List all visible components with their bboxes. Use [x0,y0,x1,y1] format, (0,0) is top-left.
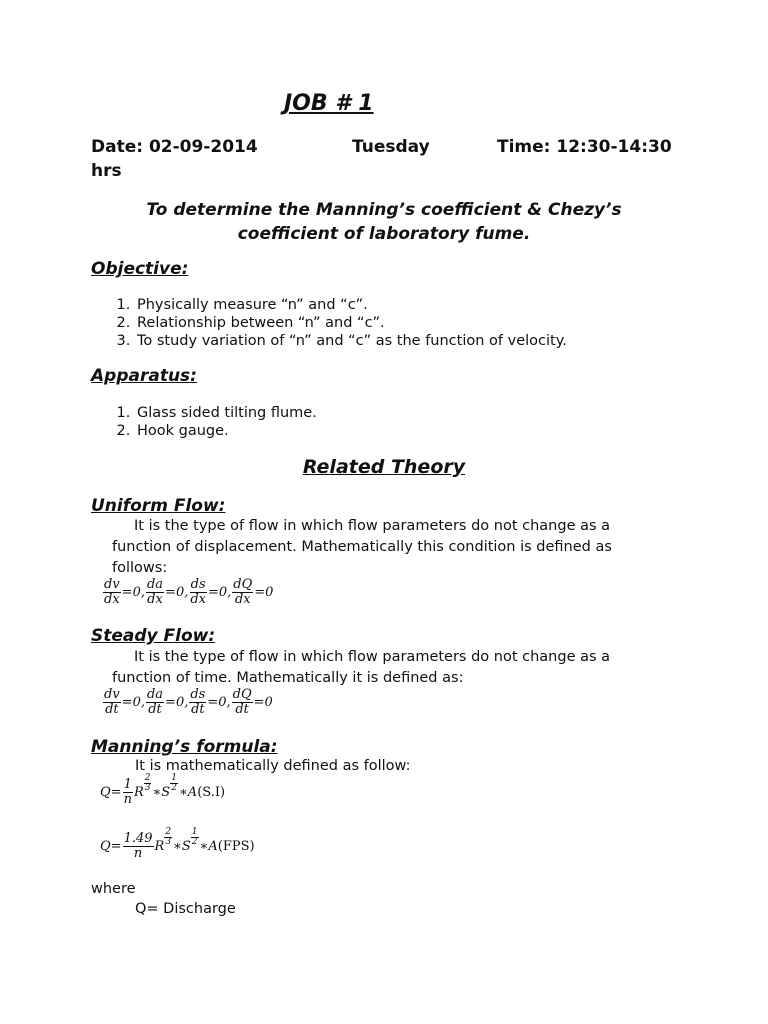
aim-line-1: To determine the Manning’s coefficient & Chezy’s [146,200,622,220]
steady-flow-heading: Steady Flow: [91,626,216,646]
manning-formula-heading: Manning’s formula: [91,737,278,757]
objective-list [108,296,567,350]
time-unit-text: hrs [91,161,122,181]
list-item: 2. Hook gauge. [135,422,317,440]
fraction: $\frac{ds}{dx}$ [190,577,206,607]
list-item: 1. Physically measure “n” and “c”. [135,296,567,314]
paragraph-line: It is the type of flow in which flow parameters do not change as a [134,649,611,665]
fraction: $\frac{dv}{dx}$ [104,577,120,607]
paragraph-line: function of displacement. Mathematically this condition is defined as [112,539,612,555]
fraction: $\frac{dv}{dt}$ [104,687,120,717]
unit-label: (FPS) [217,839,255,854]
fraction: $\frac{1}{n}$ [123,777,132,807]
discharge-definition: Q= Discharge [135,901,236,917]
manning-intro-text: It is mathematically defined as follow: [135,758,411,774]
page-title: JOB # 1 [284,91,374,116]
apparatus-heading: Apparatus: [91,366,197,386]
unit-label: (S.I) [197,785,226,800]
objective-heading: Objective: [91,259,189,279]
paragraph-line: It is the type of flow in which flow parameters do not change as a [134,518,611,534]
list-item: 1. Glass sided tilting flume. [135,404,317,422]
fraction: $\frac{da}{dx}$ [146,577,164,607]
paragraph-line: follows: [112,560,168,576]
manning-si-equation: Q= $\frac{1}{n}$ R $\frac{2}{3}$ ∗S $\frac{1}{2}$ ∗A (S.I) [100,773,226,807]
aim-line-2: coefficient of laboratory fume. [237,224,531,244]
fraction: $\frac{1.49}{n}$ [123,831,153,861]
fraction: $\frac{dQ}{dt}$ [232,687,252,717]
day-text: Tuesday [352,137,430,157]
uniform-flow-equation: $\frac{dv}{dx}$ =0, $\frac{da}{dx}$ =0, $\frac{ds}{dx}$ =0, $\frac{dQ}{dx}$ =0 [104,577,274,607]
fraction: $\frac{ds}{dt}$ [190,687,206,717]
paragraph-line: function of time. Mathematically it is defined as: [112,670,464,686]
theory-heading: Related Theory [302,456,466,478]
date-text: Date: 02-09-2014 [91,137,258,157]
list-item: 2. Relationship between “n” and “c”. [135,314,567,332]
manning-fps-equation: Q= $\frac{1.49}{n}$ R $\frac{2}{3}$ ∗S $\frac{1}{2}$ ∗A (FPS) [100,827,255,861]
fraction: $\frac{da}{dt}$ [146,687,164,717]
where-text: where [91,881,136,897]
list-item: 3. To study variation of “n” and “c” as the function of velocity. [135,332,567,350]
apparatus-list [108,404,317,440]
uniform-flow-heading: Uniform Flow: [91,496,226,516]
time-text: Time: 12:30-14:30 [497,137,672,157]
uniform-flow-paragraph [112,516,612,579]
steady-flow-equation: $\frac{dv}{dt}$ =0, $\frac{da}{dt}$ =0, $\frac{ds}{dt}$ =0, $\frac{dQ}{dt}$ =0 [104,687,273,717]
fraction: $\frac{dQ}{dx}$ [233,577,253,607]
steady-flow-paragraph [112,647,610,689]
